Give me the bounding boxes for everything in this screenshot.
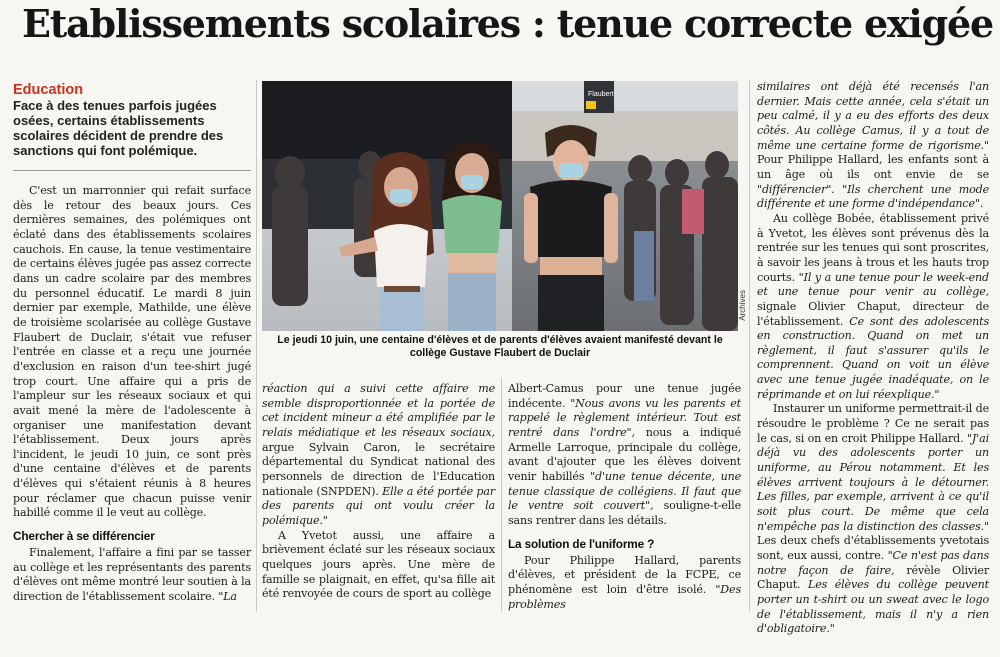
standfirst-divider xyxy=(13,170,251,171)
paragraph: Au collège Bobée, établissement privé à Yvetot, les élèves sont prévenus dès la rentrée sur les tenues qui sont proscrites, à savoir les jeans à trous et les hauts trop courts. "Il y a une tenue pour le week-end et une tenue pour venir au collège, signale Olivier Chaput, directeur de l'établissement. Ce sont des adolescents en construction. Quand on met un règlement, il faut s'assurer qu'ils le comprennent. Quand on voit un élève avec une tenue jugée inadéquate, on le réprimande et on lui réexplique." xyxy=(757,211,989,401)
protest-photo-illustration xyxy=(262,81,738,331)
paragraph: Finalement, l'affaire a fini par se tasser au collège et les représentants des parents d'élèves ont même montré leur soutien à la direction de l'établissement scolaire. "La xyxy=(13,546,251,604)
station-sign-text: Flaubert xyxy=(588,91,614,98)
paragraph: Albert-Camus pour une tenue jugée indécente. "Nous avons vu les parents et rappelé le règlement intérieur. Tout est rentré dans l'ordre", nous a indiqué Armelle Larroque, principale du collège, avant d'ajouter que les élèves doivent venir habillés "d'une tenue décente, une tenue classique de collégiens. Il faut que le ventre soit couvert", souligne-t-elle sans rentrer dans les détails. xyxy=(508,382,741,527)
headline: Etablissements scolaires : tenue correcte exigée xyxy=(22,1,993,46)
paragraph: A Yvetot aussi, une affaire a brièvement éclaté sur les réseaux sociaux quelques jours après. Une mère de famille se plaignait, en effet, qu'sa fille ait été renvoyée de cours de sport au collège xyxy=(262,528,495,601)
standfirst: Face à des tenues parfois jugées osées, certains établissements scolaires décident de prendre des sanctions qui font polémique. xyxy=(13,98,224,158)
paragraph: réaction qui a suivi cette affaire me semble disproportionnée et la portée de cet incident mineur a été amplifiée par le relais médiatique et les réseaux sociaux, argue Sylvain Caron, le secrétaire départemental du Syndicat national des personnels de direction de l'Education nationale (SNPDEN). Elle a été portée par des parents qui ont voulu créer la polémique." xyxy=(262,382,496,527)
paragraph: Instaurer un uniforme permettrait-il de résoudre le problème ? Ce ne serait pas le cas, si on en croit Philippe Hallard. "J'ai déjà vu des adolescents porter un uniforme, au Pérou notamment. Et les élèves arrivent toujours à le détourner. Les filles, par exemple, arrivent à ce qu'il soit plus court. De même que cela n'empêche pas la distinction des classes." Les deux chefs d'établissements yvetotais sont, eux aussi, contre. "Ce n'est pas dans notre façon de faire, révèle Olivier Chaput. Les élèves du collège peuvent porter un t-shirt ou un sweat avec le logo de l'établissement, mais il n'y a rien d'obligatoire." xyxy=(757,402,989,636)
news-photo xyxy=(262,81,738,331)
article-column-2 xyxy=(262,382,495,615)
photo-caption: Le jeudi 10 juin, une centaine d'élèves et de parents d'élèves avaient manifesté devant le collège Gustave Flaubert de Duclair xyxy=(277,334,723,359)
column-divider xyxy=(749,80,750,612)
subheading: La solution de l'uniforme ? xyxy=(508,536,655,551)
article-column-4 xyxy=(757,80,989,636)
column-divider xyxy=(256,80,257,612)
article-column-1 xyxy=(13,184,251,614)
subheading: Chercher à se différencier xyxy=(13,529,155,544)
paragraph: Pour Philippe Hallard, parents d'élèves, et président de la FCPE, ce phénomène est loin d'être isolé. "Des problèmes xyxy=(508,553,741,611)
column-divider xyxy=(501,378,502,612)
rubric-label: Education xyxy=(13,82,84,98)
article-column-3 xyxy=(508,382,741,657)
paragraph: similaires ont déjà été recensés l'an dernier. Mais cette année, cela s'était un peu calmé, il y a eu des efforts des deux côtés. Au collège Camus, il y a tout de même une certaine forme de rigorisme." Pour Philippe Hallard, les enfants sont à un âge où ils ont envie de se "différencier". "Ils cherchent une mode différente et une forme d'indépendance". xyxy=(757,80,989,211)
paragraph: C'est un marronnier qui refait surface dès le retour des beaux jours. Ces dernières semaines, des polémiques ont éclaté dans des établissements scolaires cauchois. En cause, la tenue vestimentaire de certains élèves jugée pas assez correcte dans un cadre scolaire par des membres du personnel éducatif. Le mardi 8 juin dernier par exemple, Mathilde, une élève de troisième scolarisée au collège Gustave Flaubert de Duclair, s'était vue refuser l'entrée en classe et a reçu une journée d'exclusion en raison d'un tee-shirt jugé trop court. Une affaire qui a pris de l'ampleur sur les réseaux sociaux et qui avait mené la mère de l'adolescente à organiser une manifestation devant l'établissement. Deux jours après l'incident, le jeudi 10 juin, ce sont près d'une centaine d'élèves et de parents d'élèves qui s'étaient réunis à 8 heures pour réclamer que chacun puisse venir habillé comme il le veut au collège. xyxy=(13,184,251,520)
photo-credit: Archives xyxy=(738,290,747,321)
